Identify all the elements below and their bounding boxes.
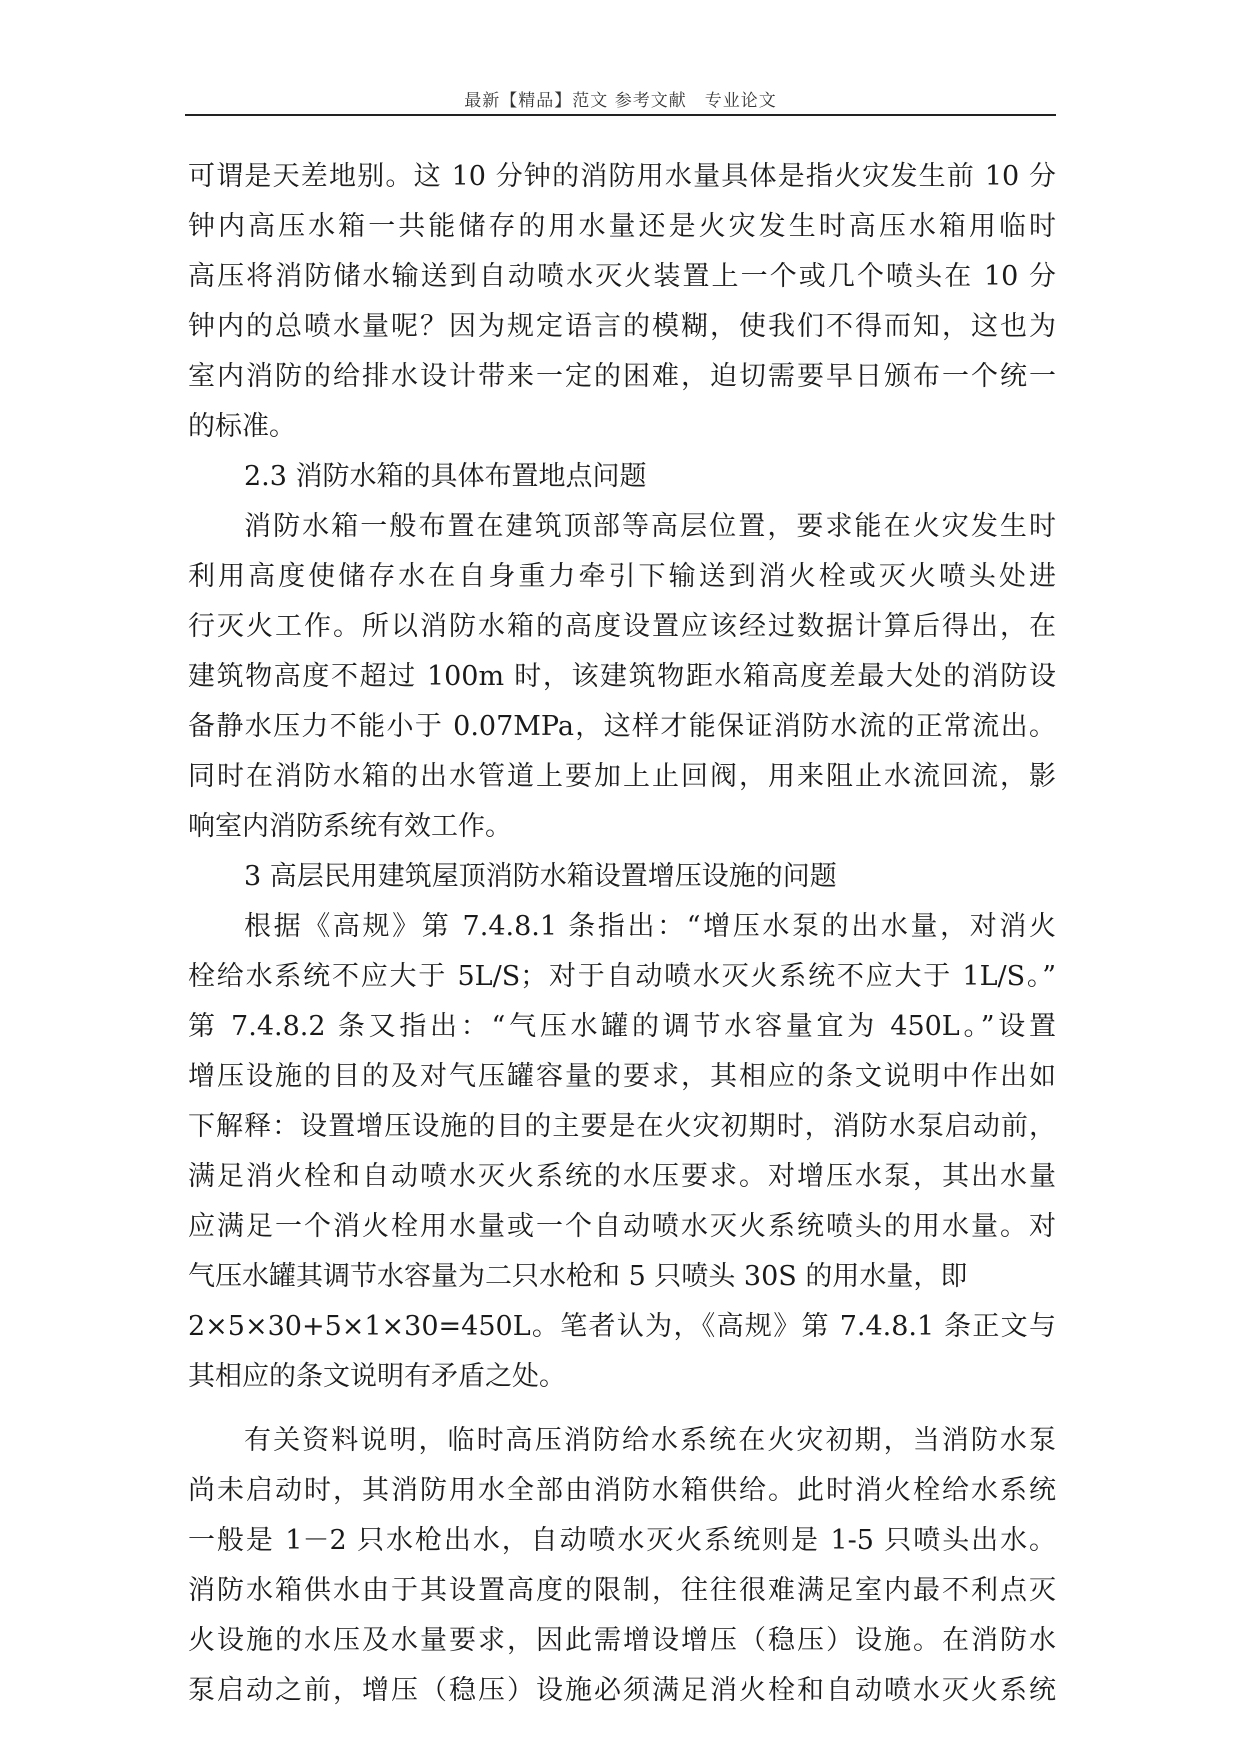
text-line: 其相应的条文说明有矛盾之处。 bbox=[188, 1361, 566, 1392]
text-line: 利用高度使储存水在自身重力牵引下输送到消火栓或灭火喷头处进 bbox=[188, 561, 1056, 592]
text-line: 高压将消防储水输送到自动喷水灭火装置上一个或几个喷头在 10 分 bbox=[188, 261, 1056, 292]
text-line: 第 7.4.8.2 条又指出：“气压水罐的调节水容量宜为 450L。”设置 bbox=[188, 1011, 1056, 1042]
text-line: 建筑物高度不超过 100m 时，该建筑物距水箱高度差最大处的消防设 bbox=[188, 661, 1056, 692]
text-line: 备静水压力不能小于 0.07MPa，这样才能保证消防水流的正常流出。 bbox=[188, 711, 1056, 742]
text-line: 下解释：设置增压设施的目的主要是在火灾初期时，消防水泵启动前， bbox=[188, 1111, 1056, 1142]
text-line: 一般是 1－2 只水枪出水，自动喷水灭火系统则是 1-5 只喷头出水。 bbox=[188, 1525, 1056, 1556]
text-line: 钟内高压水箱一共能储存的用水量还是火灾发生时高压水箱用临时 bbox=[188, 211, 1056, 242]
section-heading bbox=[188, 852, 1056, 902]
text-line: 根据《高规》第 7.4.8.1 条指出：“增压水泵的出水量，对消火 bbox=[244, 911, 1056, 942]
text-line: 钟内的总喷水量呢？因为规定语言的模糊，使我们不得而知，这也为 bbox=[188, 311, 1056, 342]
text-line: 气压水罐其调节水容量为二只水枪和 5 只喷头 30S 的用水量，即 bbox=[188, 1261, 968, 1292]
paragraph bbox=[188, 502, 1056, 852]
paragraph bbox=[188, 1416, 1056, 1716]
text-line: 增压设施的目的及对气压罐容量的要求，其相应的条文说明中作出如 bbox=[188, 1061, 1056, 1092]
section-heading-text: 2.3 消防水箱的具体布置地点问题 bbox=[244, 461, 647, 492]
text-line: 栓给水系统不应大于 5L/S；对于自动喷水灭火系统不应大于 1L/S。” bbox=[188, 961, 1056, 992]
text-line: 泵启动之前，增压（稳压）设施必须满足消火栓和自动喷水灭火系统 bbox=[188, 1675, 1056, 1706]
section-heading-text: 3 高层民用建筑屋顶消防水箱设置增压设施的问题 bbox=[244, 861, 837, 892]
paragraph-gap bbox=[188, 1402, 1056, 1416]
text-line: 应满足一个消火栓用水量或一个自动喷水灭火系统喷头的用水量。对 bbox=[188, 1211, 1056, 1242]
text-line: 消防水箱一般布置在建筑顶部等高层位置，要求能在火灾发生时 bbox=[244, 511, 1056, 542]
text-line: 的标准。 bbox=[188, 411, 296, 442]
paragraph bbox=[188, 152, 1056, 452]
text-line: 尚未启动时，其消防用水全部由消防水箱供给。此时消火栓给水系统 bbox=[188, 1475, 1056, 1506]
page-header: 最新【精品】范文 参考文献 专业论文 bbox=[464, 91, 777, 111]
document-body bbox=[188, 152, 1056, 1716]
text-line: 有关资料说明，临时高压消防给水系统在火灾初期，当消防水泵 bbox=[244, 1425, 1056, 1456]
text-line: 2×5×30+5×1×30=450L。笔者认为，《高规》第 7.4.8.1 条正文与 bbox=[188, 1311, 1056, 1342]
text-line: 行灭火工作。所以消防水箱的高度设置应该经过数据计算后得出，在 bbox=[188, 611, 1056, 642]
text-line: 火设施的水压及水量要求，因此需增设增压（稳压）设施。在消防水 bbox=[188, 1625, 1056, 1656]
text-line: 同时在消防水箱的出水管道上要加上止回阀，用来阻止水流回流，影 bbox=[188, 761, 1056, 792]
paragraph bbox=[188, 902, 1056, 1402]
section-heading bbox=[188, 452, 1056, 502]
text-line: 响室内消防系统有效工作。 bbox=[188, 811, 512, 842]
text-line: 满足消火栓和自动喷水灭火系统的水压要求。对增压水泵，其出水量 bbox=[188, 1161, 1056, 1192]
text-line: 消防水箱供水由于其设置高度的限制，往往很难满足室内最不利点灭 bbox=[188, 1575, 1056, 1606]
header-divider bbox=[185, 114, 1056, 116]
text-line: 室内消防的给排水设计带来一定的困难，迫切需要早日颁布一个统一 bbox=[188, 361, 1056, 392]
text-line: 可谓是天差地别。这 10 分钟的消防用水量具体是指火灾发生前 10 分 bbox=[188, 161, 1056, 192]
